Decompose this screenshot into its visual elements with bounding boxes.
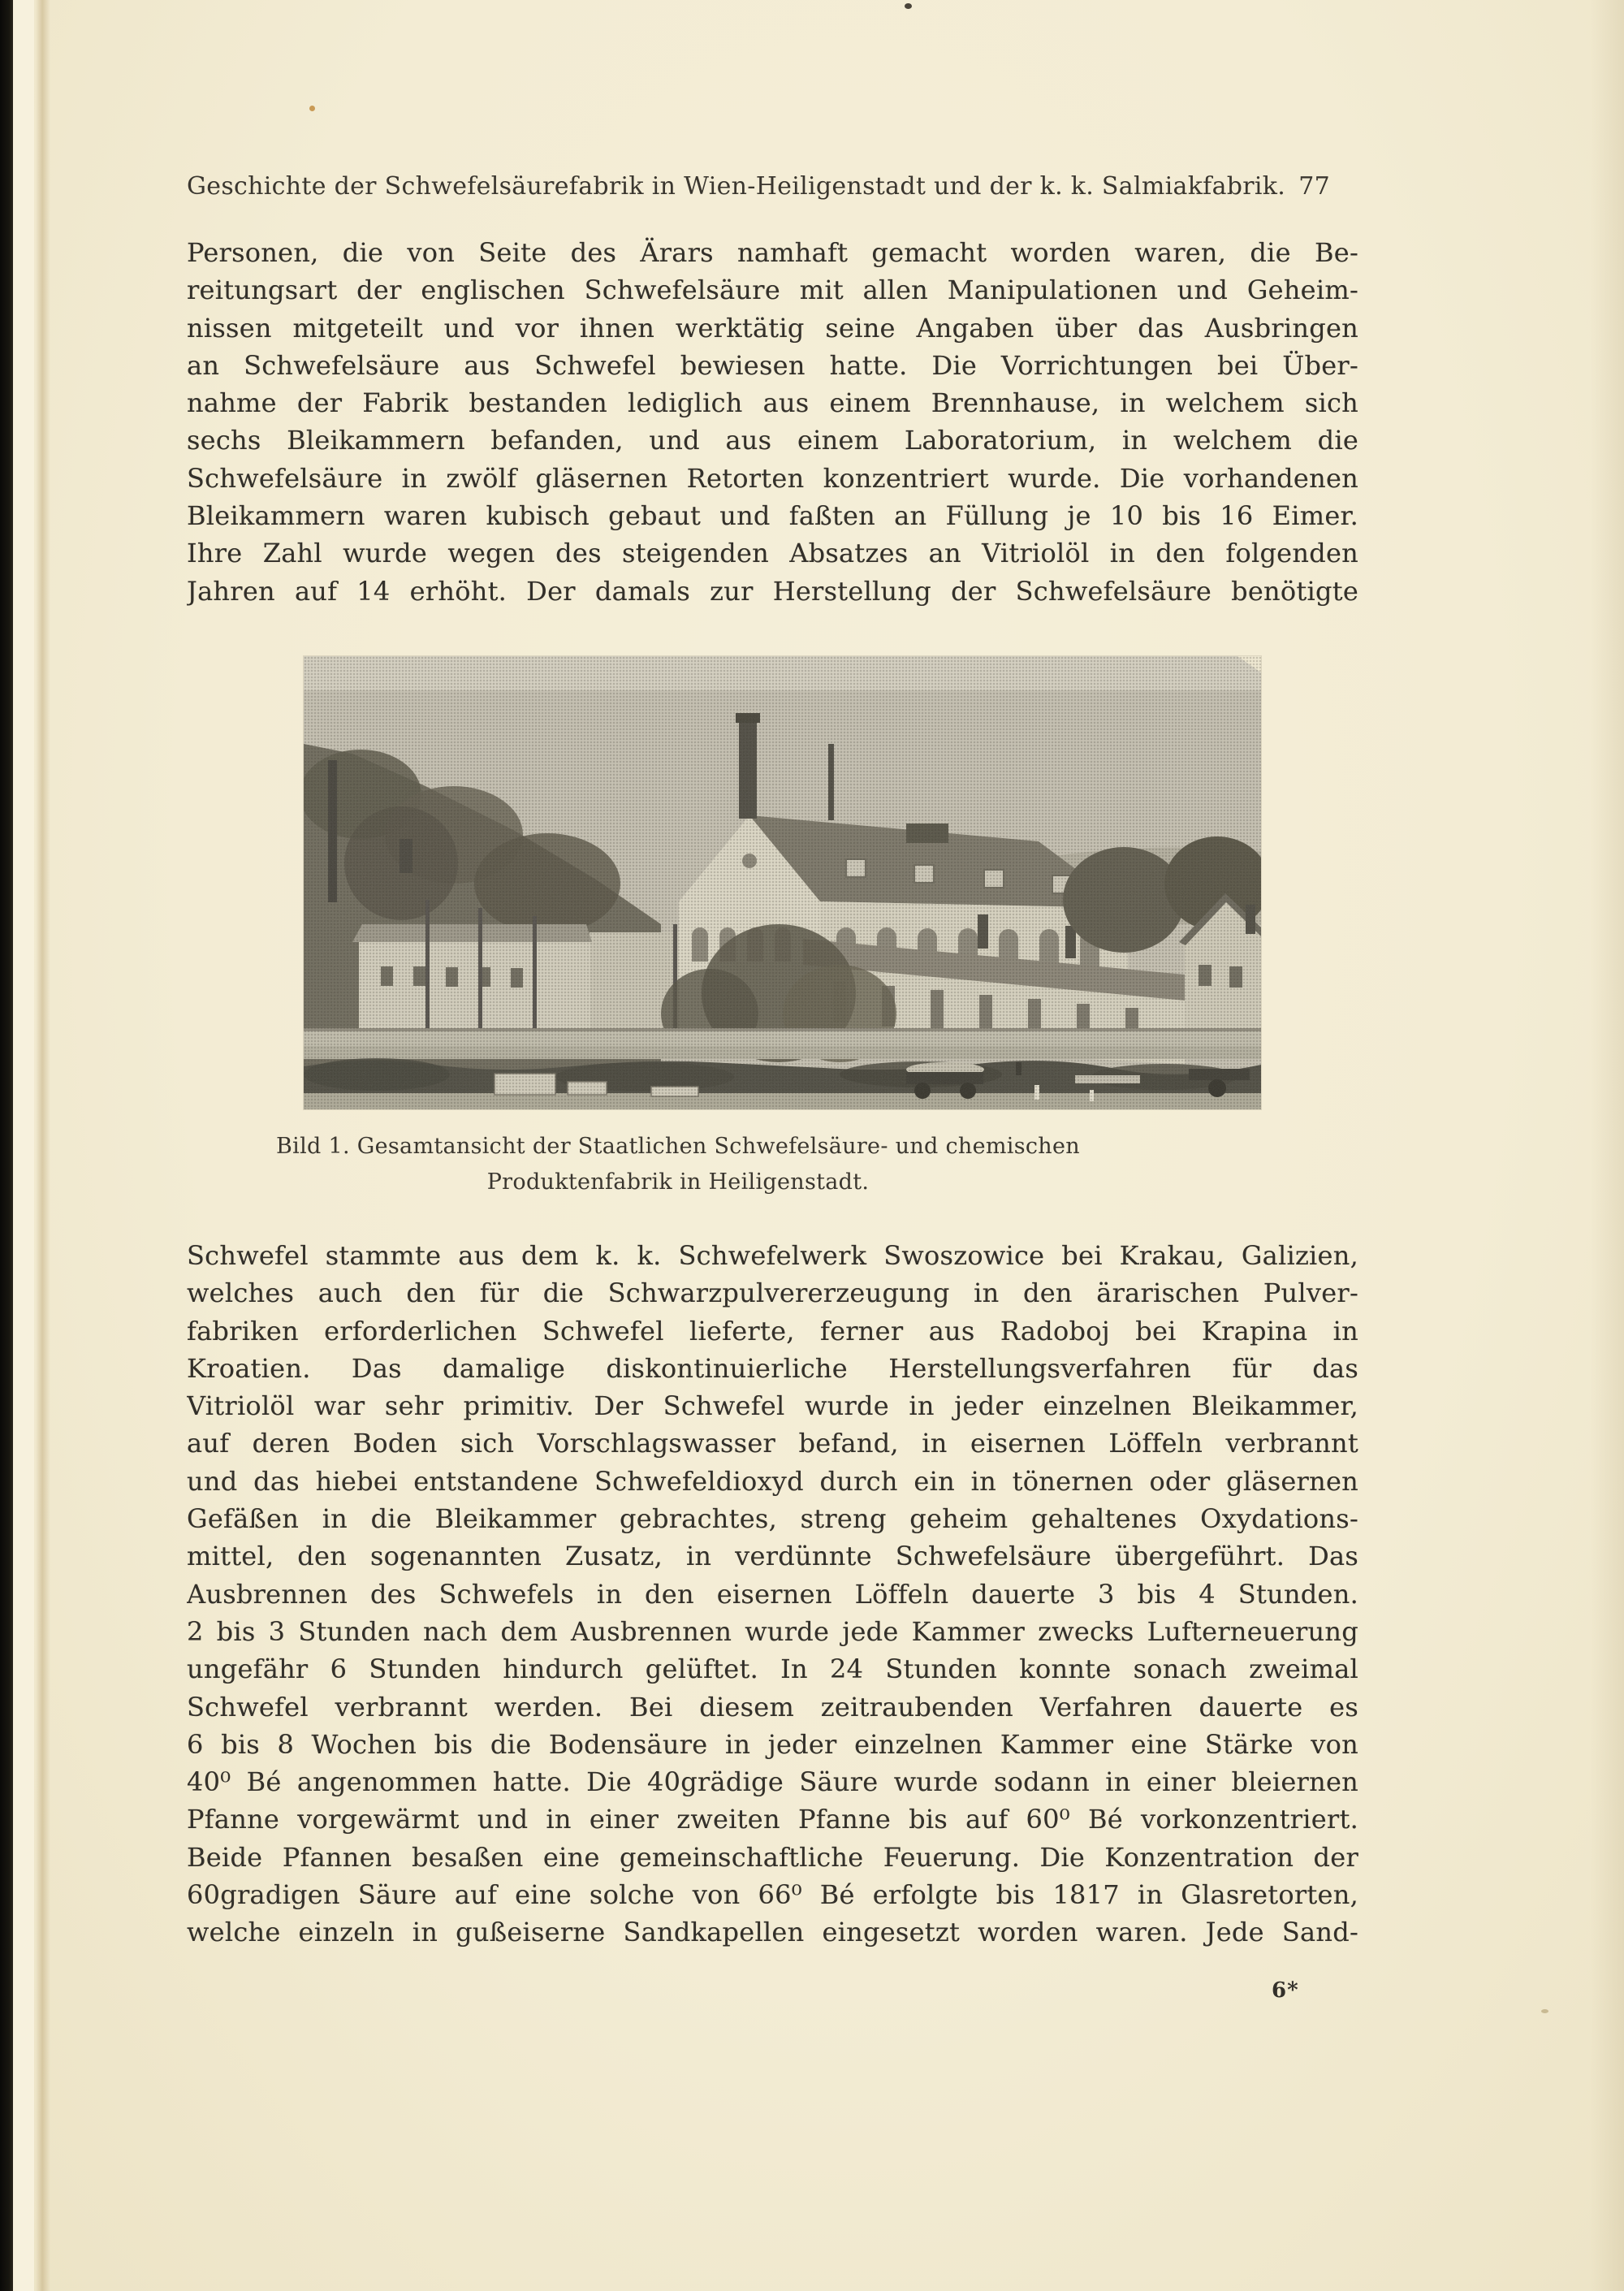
text-line: Gefäßen in die Bleikammer gebrachtes, streng geheim gehaltenes Oxydations- <box>187 1503 1358 1535</box>
text-line: Pfanne vorgewärmt und in einer zweiten Pfanne bis auf 60⁰ Bé vorkonzentriert. <box>187 1804 1358 1835</box>
page-edge-strip <box>13 0 34 2291</box>
paper-speck <box>1541 2009 1548 2013</box>
text-line: auf deren Boden sich Vorschlagswasser befand, in eisernen Löffeln verbrannt <box>187 1428 1358 1459</box>
text-line: Schwefelsäure in zwölf gläsernen Retorten konzentriert wurde. Die vorhandenen <box>187 462 1358 494</box>
text-line: und das hiebei entstandene Schwefeldioxyd durch ein in tönernen oder gläsernen <box>187 1465 1358 1497</box>
scan-right-shade <box>1590 0 1624 2291</box>
text-line: 6 bis 8 Wochen bis die Bodensäure in jeder einzelnen Kammer eine Stärke von <box>187 1728 1358 1760</box>
text-line: Jahren auf 14 erhöht. Der damals zur Herstellung der Schwefelsäure benötigte <box>187 575 1358 607</box>
figure-caption <box>187 1129 1169 1200</box>
running-title: Geschichte der Schwefelsäurefabrik in Wien-Heiligenstadt und der k. k. Salmiakfabrik. <box>187 172 1286 201</box>
paragraph-2 <box>187 1237 1358 1952</box>
running-header <box>187 172 1330 201</box>
page-number: 77 <box>1298 172 1330 201</box>
text-line: Ihre Zahl wurde wegen des steigenden Absatzes an Vitriolöl in den folgenden <box>187 538 1358 569</box>
text-line: mittel, den sogenannten Zusatz, in verdünnte Schwefelsäure übergeführt. Das <box>187 1541 1358 1572</box>
text-line: Vitriolöl war sehr primitiv. Der Schwefel wurde in jeder einzelnen Bleikammer, <box>187 1390 1358 1422</box>
factory-photo-illustration <box>304 656 1261 1109</box>
text-line: nahme der Fabrik bestanden lediglich aus einem Brennhause, in welchem sich <box>187 387 1358 419</box>
text-line: Ausbrennen des Schwefels in den eisernen Löffeln dauerte 3 bis 4 Stunden. <box>187 1578 1358 1610</box>
text-line: sechs Bleikammern befanden, und aus einem Laboratorium, in welchem die <box>187 425 1358 456</box>
text-line: Bleikammern waren kubisch gebaut und faßten an Füllung je 10 bis 16 Eimer. <box>187 500 1358 532</box>
page-crease <box>36 0 50 2291</box>
text-line: Kroatien. Das damalige diskontinuierliche Herstellungsverfahren für das <box>187 1352 1358 1384</box>
text-line: an Schwefelsäure aus Schwefel bewiesen hatte. Die Vorrichtungen bei Über- <box>187 349 1358 381</box>
paragraph-1 <box>187 234 1358 610</box>
caption-line: Produktenfabrik in Heiligenstadt. <box>486 1169 870 1195</box>
text-line: 2 bis 3 Stunden nach dem Ausbrennen wurde jede Kammer zwecks Lufterneuerung <box>187 1615 1358 1647</box>
caption-line: Bild 1. Gesamtansicht der Staatlichen Schwefelsäure- und chemischen <box>276 1134 1080 1159</box>
text-line: fabriken erforderlichen Schwefel lieferte, ferner aus Radoboj bei Krapina in <box>187 1315 1358 1347</box>
text-line: Personen, die von Seite des Ärars namhaft gemacht worden waren, die Be- <box>187 237 1358 268</box>
paper-speck <box>905 3 912 9</box>
text-line: 60gradigen Säure auf eine solche von 66⁰ Bé erfolgte bis 1817 in Glasretorten, <box>187 1879 1358 1911</box>
paper-speck <box>309 106 315 111</box>
text-line: reitungsart der englischen Schwefelsäure mit allen Manipulationen und Geheim- <box>187 274 1358 306</box>
factory-photo <box>304 656 1261 1109</box>
signature-mark: 6* <box>1272 1978 1299 2003</box>
scan-left-edge <box>0 0 13 2291</box>
text-line: nissen mitgeteilt und vor ihnen werktätig seine Angaben über das Ausbringen <box>187 312 1358 344</box>
text-line: ungefähr 6 Stunden hindurch gelüftet. In 24 Stunden konnte sonach zweimal <box>187 1653 1358 1685</box>
text-line: Beide Pfannen besaßen eine gemeinschaftliche Feuerung. Die Konzentration der <box>187 1841 1358 1873</box>
text-line: welche einzeln in gußeiserne Sandkapellen eingesetzt worden waren. Jede Sand- <box>187 1917 1358 1948</box>
text-line: Schwefel verbrannt werden. Bei diesem zeitraubenden Verfahren dauerte es <box>187 1691 1358 1723</box>
text-line: Schwefel stammte aus dem k. k. Schwefelwerk Swoszowice bei Krakau, Galizien, <box>187 1240 1358 1271</box>
text-line: welches auch den für die Schwarzpulvererzeugung in den ärarischen Pulver- <box>187 1277 1358 1309</box>
text-line: 40⁰ Bé angenommen hatte. Die 40grädige Säure wurde sodann in einer bleiernen <box>187 1766 1358 1798</box>
